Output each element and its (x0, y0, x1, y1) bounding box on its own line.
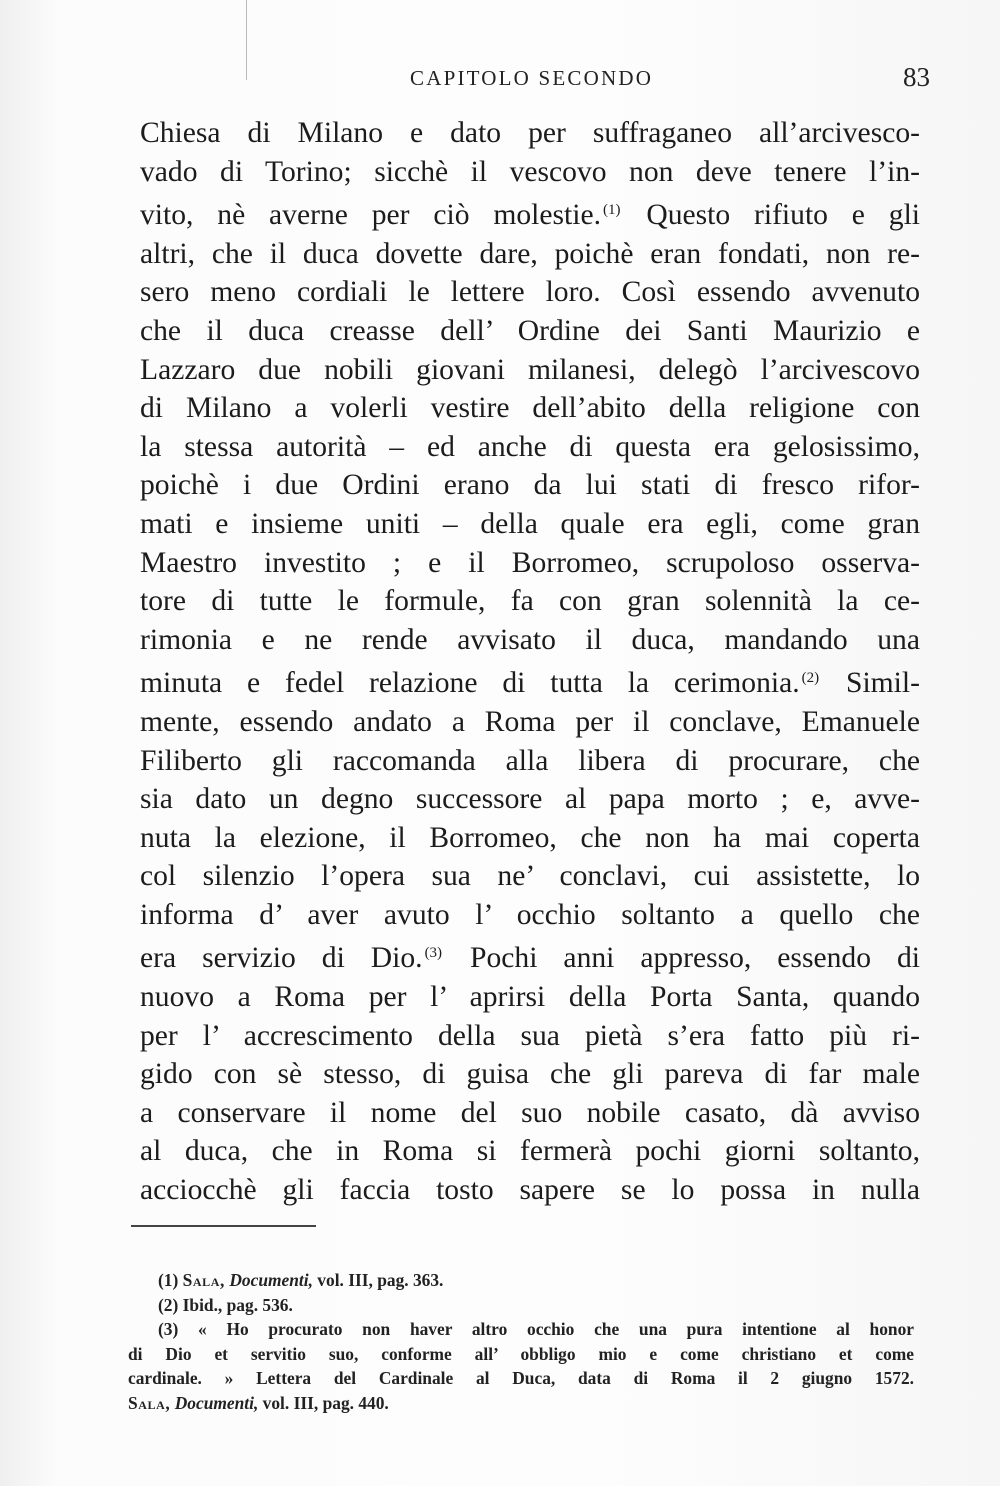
footnote-3-line: cardinale. » Lettera del Cardinale al Duca, data di Roma il 2 giugno 1572. (128, 1368, 914, 1389)
text-line: rimonia e ne rende avvisato il duca, mandando una (140, 623, 920, 656)
text-line (140, 659, 920, 703)
text-segment: Pochi anni appresso, essendo di (444, 942, 920, 975)
text-line: vado di Torino; sicchè il vescovo non deve tenere l’in- (140, 155, 920, 188)
footnote-3-citation (128, 1391, 914, 1416)
text-segment: vito, nè averne per ciò molestie. (140, 199, 601, 232)
text-line: acciocchè gli faccia tosto sapere se lo possa in nulla (140, 1174, 920, 1207)
text-line: di Milano a volerli vestire dell’abito della religione con (140, 392, 920, 425)
text-line: col silenzio l’opera sua ne’ conclavi, cui assistette, lo (140, 860, 920, 893)
text-line: a conservare il nome del suo nobile casato, dà avviso (140, 1096, 920, 1129)
footnote-separator (131, 1225, 316, 1227)
text-line (140, 934, 920, 978)
text-line: sia dato un degno successore al papa morto ; e, avve- (140, 783, 920, 816)
footnote-author: Sala, (182, 1270, 225, 1290)
text-line: altri, che il duca dovette dare, poichè eran fondati, non re- (140, 237, 920, 270)
text-line (140, 191, 920, 235)
main-text (140, 114, 920, 1210)
footnote-text: vol. III, pag. 363. (317, 1270, 444, 1290)
text-line: tore di tutte le formule, fa con gran solennità la ce- (140, 585, 920, 618)
text-line: nuovo a Roma per l’ aprirsi della Porta Santa, quando (140, 981, 920, 1014)
footnote-title: Documenti, (174, 1392, 259, 1413)
footnote-text: « Ho procurato non haver altro occhio che una pura intentione al honor (198, 1319, 914, 1340)
text-line: gido con sè stesso, di guisa che gli pareva di far male (140, 1058, 920, 1091)
footnote-text: vol. III, pag. 440. (262, 1392, 389, 1413)
text-segment: Simil- (821, 667, 920, 700)
text-segment: era servizio di Dio. (140, 942, 423, 975)
text-line: mente, essendo andato a Roma per il conclave, Emanuele (140, 705, 920, 738)
text-line: poichè i due Ordini erano da lui stati di fresco rifor- (140, 469, 920, 502)
text-segment: Questo rifiuto e gli (622, 199, 921, 232)
footnotes (128, 1268, 914, 1416)
text-line: Filiberto gli raccomanda alla libera di procurare, che (140, 744, 920, 777)
text-line: Lazzaro due nobili giovani milanesi, delegò l’arcivescovo (140, 353, 920, 386)
text-line: sero meno cordiali le lettere loro. Così essendo avvenuto (140, 276, 920, 309)
text-line: la stessa autorità – ed anche di questa era gelosissimo, (140, 430, 920, 463)
text-line: al duca, che in Roma si fermerà pochi giorni soltanto, (140, 1135, 920, 1168)
footnote-3 (128, 1317, 914, 1342)
footnote-ref-2[interactable]: (2) (801, 670, 820, 687)
footnote-title: Documenti, (229, 1270, 313, 1290)
text-segment: minuta e fedel relazione di tutta la cerimonia. (140, 667, 800, 700)
footnote-ref-1[interactable]: (1) (603, 202, 621, 219)
text-line: per l’ accrescimento della sua pietà s’era fatto più ri- (140, 1019, 920, 1052)
text-line: nuta la elezione, il Borromeo, che non ha mai coperta (140, 821, 920, 854)
text-line: mati e insieme uniti – della quale era egli, come gran (140, 507, 920, 540)
gutter-line (246, 0, 247, 80)
footnote-author: Sala, (128, 1392, 171, 1413)
text-line: informa d’ aver avuto l’ occhio soltanto a quello che (140, 898, 920, 931)
footnote-3-line: di Dio et servitio suo, conforme all’ obbligo mio e come christiano et come (128, 1343, 914, 1364)
text-line: Chiesa di Milano e dato per suffraganeo all’arcivesco- (140, 117, 920, 149)
footnote-marker: (2) (158, 1294, 179, 1315)
text-line: che il duca creasse dell’ Ordine dei Santi Maurizio e (140, 314, 920, 347)
footnote-text: Ibid., pag. 536. (182, 1294, 293, 1315)
footnote-2 (128, 1293, 914, 1318)
footnote-marker: (1) (158, 1270, 179, 1290)
running-title: CAPITOLO SECONDO (410, 66, 654, 90)
page-number: 83 (903, 62, 930, 92)
footnote-ref-3[interactable]: (3) (424, 945, 443, 962)
footnote-1 (128, 1268, 914, 1293)
footnote-marker: (3) (158, 1319, 179, 1340)
text-line: Maestro investito ; e il Borromeo, scrupoloso osserva- (140, 546, 920, 579)
